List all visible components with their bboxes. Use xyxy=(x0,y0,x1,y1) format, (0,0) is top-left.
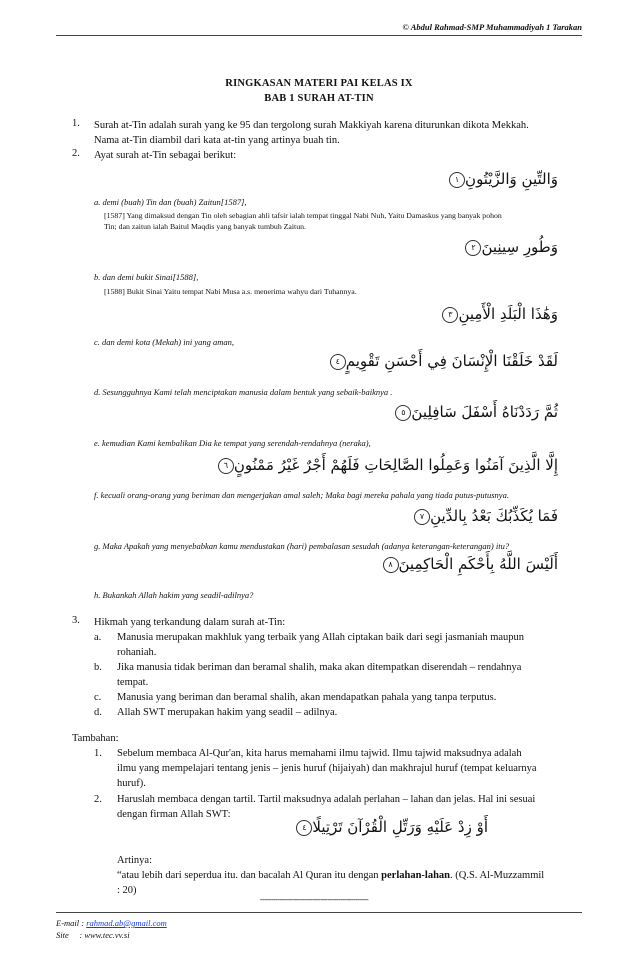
point-2-number: 2. xyxy=(72,148,80,159)
verse-7-translation: g. Maka Apakah yang menyebabkan kamu mendustakan (hari) pembalasan sesudah (adanya keterangan-keterangan) itu? xyxy=(94,541,510,551)
tambahan-2-number: 2. xyxy=(94,794,102,805)
hikmah-d-letter: d. xyxy=(94,707,102,718)
footer-email: E-mail : rahmad.ab@gmail.com xyxy=(56,918,167,928)
point-2-text: Ayat surah at-Tin sebagai berikut: xyxy=(94,150,237,161)
verse-1-arabic: وَالتِّينِ وَالزَّيْتُونِ١ xyxy=(445,170,558,188)
verse-6-arabic: إِلَّا الَّذِينَ آمَنُوا وَعَمِلُوا الصَّالِحَاتِ فَلَهُمْ أَجْرٌ غَيْرُ مَمْنُونٍ٦ xyxy=(214,456,558,474)
email-link[interactable]: rahmad.ab@gmail.com xyxy=(86,918,167,928)
header-credit: © Abdul Rahmad-SMP Muhammadiyah 1 Tarakan xyxy=(402,22,582,32)
verse-7-arabic: فَمَا يُكَذِّبُكَ بَعْدُ بِالدِّينِ٧ xyxy=(410,507,558,525)
header-divider xyxy=(56,35,582,36)
footer-divider xyxy=(56,912,582,913)
tambahan-1-number: 1. xyxy=(94,748,102,759)
verse-2-footnote: [1588] Bukit Sinai Yaitu tempat Nabi Musa a.s. menerima wahyu dari Tuhannya. xyxy=(104,287,357,296)
ayah-number-marker: ٤ xyxy=(296,820,312,836)
verse-5-arabic: ثُمَّ رَدَدْنَاهُ أَسْفَلَ سَافِلِينَ٥ xyxy=(391,403,558,421)
footer-site: Site : www.tec.vv.si xyxy=(56,930,130,940)
verse-8-arabic: أَلَيْسَ اللَّهُ بِأَحْكَمِ الْحَاكِمِينَ٨ xyxy=(379,555,558,573)
tambahan-heading: Tambahan: xyxy=(72,733,119,744)
verse-2-translation: b. dan demi bukit Sinai[1588], xyxy=(94,272,199,282)
hikmah-intro: Hikmah yang terkandung dalam surah at-Tin: xyxy=(94,617,286,628)
hikmah-a-letter: a. xyxy=(94,632,102,643)
point-1-line1: Surah at-Tin adalah surah yang ke 95 dan tergolong surah Makkiyah karena diturunkan dikota Mekkah. xyxy=(94,120,529,131)
section-separator: -------------------------------------------------- xyxy=(260,895,369,904)
document-subtitle: BAB 1 SURAH AT-TIN xyxy=(264,93,374,104)
verse-5-translation: e. kemudian Kami kembalikan Dia ke tempat yang serendah-rendahnya (neraka), xyxy=(94,438,371,448)
ayah-number-marker: ٥ xyxy=(395,405,411,421)
hikmah-c-line1: Manusia yang beriman dan beramal shalih, akan mendapatkan pahala yang tanpa terputus. xyxy=(117,692,497,703)
tambahan-1-line1: Sebelum membaca Al-Qur'an, kita harus memahami ilmu tajwid. Ilmu tajwid maksudnya adalah xyxy=(117,748,522,759)
hikmah-b-line1: Jika manusia tidak beriman dan beramal shalih, maka akan ditempatkan diserendah – rendahnya xyxy=(117,662,522,673)
verse-8-translation: h. Bukankah Allah hakim yang seadil-adilnya? xyxy=(94,590,254,600)
tartil-verse-arabic: أَوْ زِدْ عَلَيْهِ وَرَتِّلِ الْقُرْآنَ تَرْتِيلًا٤ xyxy=(292,818,488,836)
ayah-number-marker: ٤ xyxy=(330,354,346,370)
quote-emphasis: perlahan-lahan xyxy=(381,870,451,881)
point-3-number: 3. xyxy=(72,615,80,626)
verse-3-arabic: وَهَٰذَا الْبَلَدِ الْأَمِينِ٣ xyxy=(438,305,558,323)
artinya-label: Artinya: xyxy=(117,855,152,866)
verse-6-translation: f. kecuali orang-orang yang beriman dan mengerjakan amal saleh; Maka bagi mereka pahala yang tiada putus-putusnya. xyxy=(94,490,509,500)
artinya-quote-line2: : 20) xyxy=(117,885,137,896)
hikmah-b-letter: b. xyxy=(94,662,102,673)
hikmah-a-line1: Manusia merupakan makhluk yang terbaik yang Allah ciptakan baik dari segi jasmaniah maupun xyxy=(117,632,525,643)
tambahan-2-line2: dengan firman Allah SWT: xyxy=(117,809,231,820)
verse-1-translation: a. demi (buah) Tin dan (buah) Zaitun[1587], xyxy=(94,197,247,207)
verse-3-translation: c. dan demi kota (Mekah) ini yang aman, xyxy=(94,337,234,347)
verse-4-translation: d. Sesungguhnya Kami telah menciptakan manusia dalam bentuk yang sebaik-baiknya . xyxy=(94,387,393,397)
verse-4-arabic: لَقَدْ خَلَقْنَا الْإِنْسَانَ فِي أَحْسَنِ تَقْوِيمٍ٤ xyxy=(326,352,558,370)
ayah-number-marker: ١ xyxy=(449,172,465,188)
point-1-line2: Nama at-Tin diambil dari kata at-tin yang artinya buah tin. xyxy=(94,135,340,146)
ayah-number-marker: ٦ xyxy=(218,458,234,474)
hikmah-d-line1: Allah SWT merupakan hakim yang seadil – adilnya. xyxy=(117,707,338,718)
tambahan-1-line3: huruf). xyxy=(117,778,146,789)
hikmah-a-line2: rohaniah. xyxy=(117,647,157,658)
tambahan-1-line2: ilmu yang mempelajari tentang jenis – jenis huruf (hijaiyah) dan makhrajul huruf (tempat keluarnya xyxy=(117,763,537,774)
ayah-number-marker: ٢ xyxy=(465,240,481,256)
hikmah-b-line2: tempat. xyxy=(117,677,149,688)
document-title: RINGKASAN MATERI PAI KELAS IX xyxy=(225,78,413,89)
artinya-quote-line1: “atau lebih dari seperdua itu. dan bacalah Al Quran itu dengan perlahan-lahan. (Q.S. Al-Muzzammil xyxy=(117,870,545,881)
site-link[interactable]: www.tec.vv.si xyxy=(84,930,130,940)
ayah-number-marker: ٧ xyxy=(414,509,430,525)
ayah-number-marker: ٨ xyxy=(383,557,399,573)
tambahan-2-line1: Haruslah membaca dengan tartil. Tartil maksudnya adalah perlahan – lahan dan jelas. Hal ini sesuai xyxy=(117,794,536,805)
verse-1-footnote-line2: Tin; dan zaitun ialah Baitul Maqdis yang banyak tumbuh Zaitun. xyxy=(104,222,306,231)
point-1-number: 1. xyxy=(72,118,80,129)
hikmah-c-letter: c. xyxy=(94,692,102,703)
verse-2-arabic: وَطُورِ سِينِينَ٢ xyxy=(461,238,558,256)
ayah-number-marker: ٣ xyxy=(442,307,458,323)
verse-1-footnote-line1: [1587] Yang dimaksud dengan Tin oleh sebagian ahli tafsir ialah tempat tinggal Nabi Nuh, Yaitu Damaskus yang banyak pohon xyxy=(104,211,502,220)
